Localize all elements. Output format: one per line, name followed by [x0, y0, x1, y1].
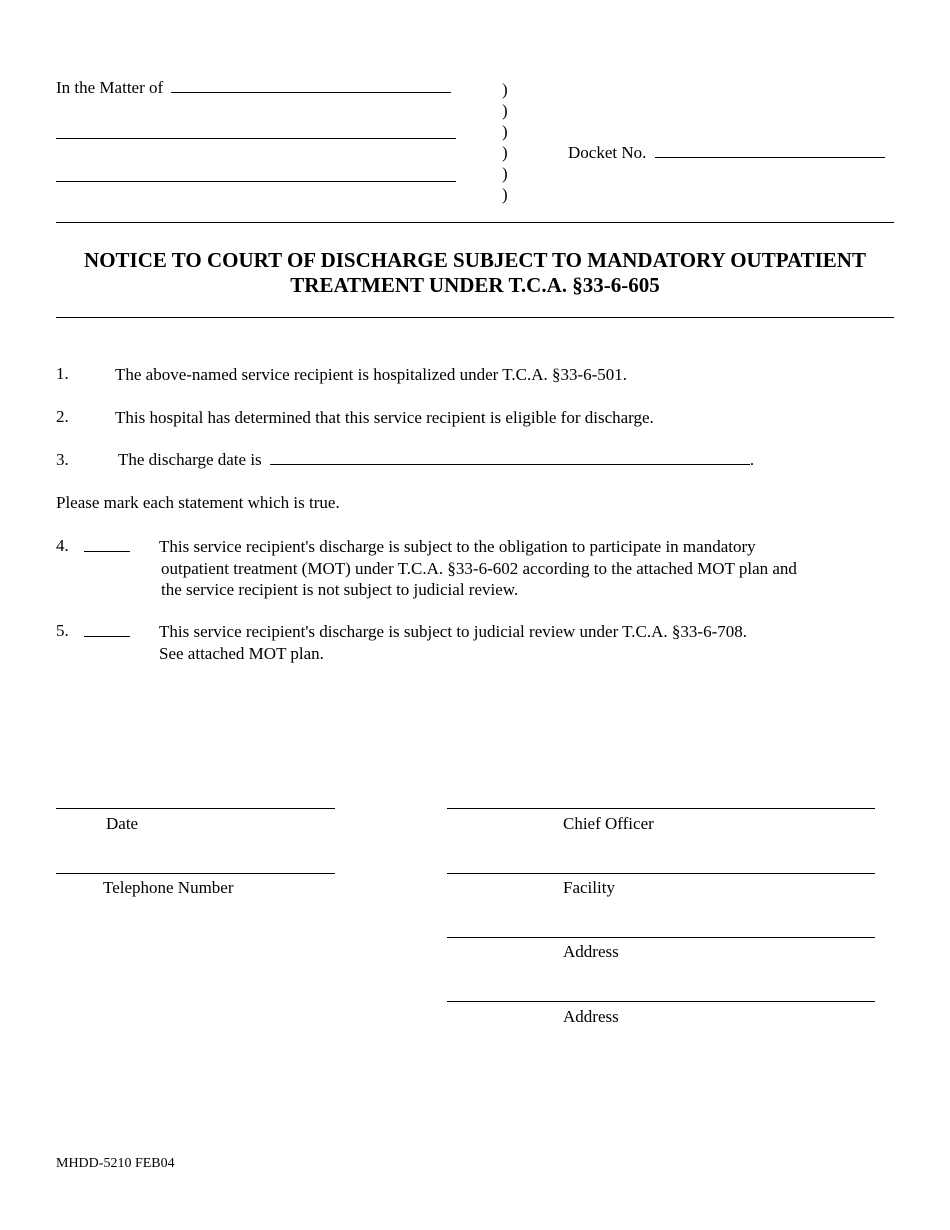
statement-5-check-field[interactable]	[84, 636, 130, 637]
discharge-date-line	[118, 450, 754, 470]
page-title	[56, 248, 894, 298]
address-label-2: Address	[563, 1007, 619, 1026]
item-number: 2.	[56, 407, 69, 426]
statement-line: This service recipient's discharge is subject to the obligation to participate in mandatory	[159, 537, 756, 556]
matter-name-field-3[interactable]	[56, 181, 456, 182]
caption-paren: )	[502, 80, 508, 99]
caption-paren: )	[502, 164, 508, 183]
discharge-date-period: .	[749, 450, 755, 469]
title-line-1: NOTICE TO COURT OF DISCHARGE SUBJECT TO MANDATORY OUTPATIENT	[84, 248, 866, 272]
chief-officer-label: Chief Officer	[563, 814, 654, 833]
docket-number-field[interactable]	[655, 156, 885, 158]
item-text: The above-named service recipient is hospitalized under T.C.A. §33-6-501.	[115, 365, 628, 384]
discharge-date-label: The discharge date is	[118, 450, 262, 469]
statement-line: outpatient treatment (MOT) under T.C.A. §33-6-602 according to the attached MOT plan and	[161, 558, 797, 578]
discharge-date-field[interactable]	[270, 463, 750, 465]
facility-field[interactable]	[447, 873, 875, 874]
docket-label: Docket No.	[568, 143, 647, 162]
statement-5-text	[159, 621, 747, 664]
address-field-1[interactable]	[447, 937, 875, 938]
statement-4-check-field[interactable]	[84, 551, 130, 552]
date-field[interactable]	[56, 808, 335, 809]
telephone-label: Telephone Number	[103, 878, 234, 897]
address-label-1: Address	[563, 942, 619, 961]
item-number: 5.	[56, 621, 69, 640]
matter-label: In the Matter of	[56, 78, 164, 97]
statement-line: This service recipient's discharge is subject to judicial review under T.C.A. §33-6-708.	[159, 622, 747, 641]
statement-line: See attached MOT plan.	[159, 643, 324, 663]
caption-divider	[56, 222, 894, 223]
chief-officer-field[interactable]	[447, 808, 875, 809]
instruction-text: Please mark each statement which is true.	[56, 493, 340, 512]
address-field-2[interactable]	[447, 1001, 875, 1002]
matter-name-field[interactable]	[171, 91, 451, 93]
item-number: 3.	[56, 450, 69, 469]
caption-paren: )	[502, 185, 508, 204]
caption-paren: )	[502, 143, 508, 162]
matter-name-field-2[interactable]	[56, 138, 456, 139]
matter-line	[56, 78, 451, 98]
docket-line	[568, 143, 885, 163]
title-divider	[56, 317, 894, 318]
facility-label: Facility	[563, 878, 615, 897]
telephone-field[interactable]	[56, 873, 335, 874]
item-number: 4.	[56, 536, 69, 555]
statement-4-text	[159, 536, 797, 601]
title-line-2: TREATMENT UNDER T.C.A. §33-6-605	[290, 273, 660, 297]
date-label: Date	[106, 814, 139, 833]
caption-paren: )	[502, 122, 508, 141]
caption-paren: )	[502, 101, 508, 120]
statement-line: the service recipient is not subject to judicial review.	[161, 580, 519, 599]
form-number: MHDD-5210 FEB04	[56, 1156, 175, 1171]
item-number: 1.	[56, 364, 69, 383]
item-text: This hospital has determined that this service recipient is eligible for discharge.	[115, 408, 654, 427]
